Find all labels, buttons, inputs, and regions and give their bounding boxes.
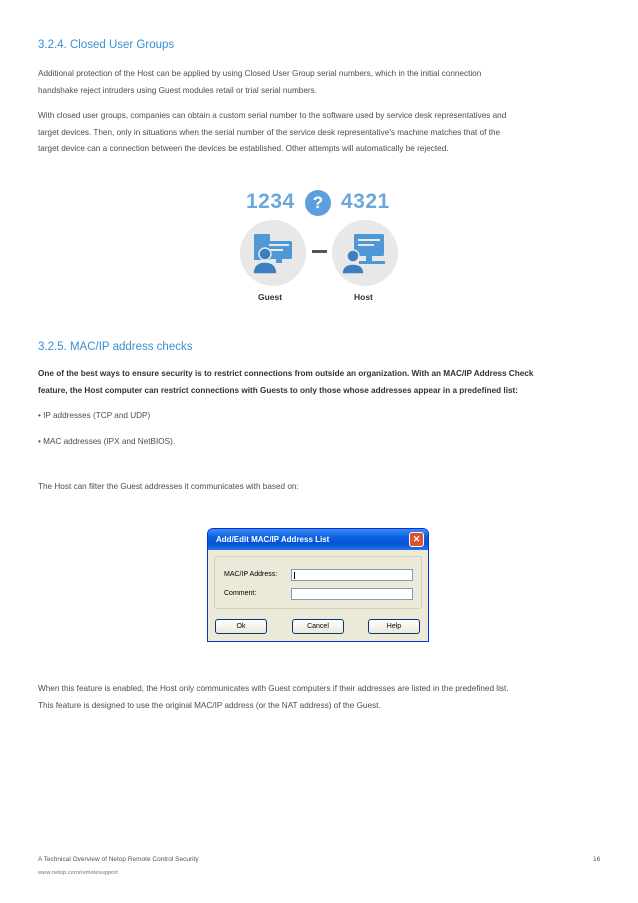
dialog-fields-group bbox=[214, 556, 422, 609]
mac-ip-address-dialog bbox=[207, 528, 429, 642]
text-line: handshake reject intruders using Guest modules retail or trial serial numbers. bbox=[38, 85, 317, 95]
guest-circle bbox=[240, 220, 306, 286]
text-caret bbox=[294, 572, 295, 579]
section-heading-mac-ip-checks: 3.2.5. MAC/IP address checks bbox=[38, 341, 193, 353]
guest-label: Guest bbox=[258, 292, 283, 302]
page-number: 16 bbox=[593, 856, 601, 863]
paragraph-closed-user-groups-1 bbox=[38, 66, 604, 99]
section-heading-closed-user-groups: 3.2.4. Closed User Groups bbox=[38, 39, 175, 51]
footer-document-title: A Technical Overview of Netop Remote Control Security bbox=[38, 856, 199, 863]
footer-url[interactable]: www.netop.com/remotesupport bbox=[38, 870, 118, 876]
paragraph-mac-ip-intro bbox=[38, 366, 604, 399]
paragraph-filter-intro: The Host can filter the Guest addresses it communicates with based on: bbox=[38, 482, 299, 491]
text-line: feature, the Host computer can restrict connections with Guests to only those whose addresses appear in a predefined list: bbox=[38, 385, 518, 395]
host-circle bbox=[332, 220, 398, 286]
text-line: target device can a connection between the devices be established. Other attempts will automatically be rejected. bbox=[38, 144, 449, 153]
paragraph-feature-enabled bbox=[38, 681, 604, 714]
text-line: One of the best ways to ensure security is to restrict connections from outside an organization. With an MAC/IP Address Check bbox=[38, 369, 534, 378]
host-label: Host bbox=[354, 292, 373, 302]
comment-input[interactable] bbox=[291, 588, 413, 600]
bullet-item: • MAC addresses (IPX and NetBIOS). bbox=[38, 437, 176, 446]
mac-ip-address-label: MAC/IP Address: bbox=[224, 571, 278, 578]
host-computer-icon bbox=[332, 220, 398, 286]
text-line: target devices. Then, only in situations when the serial number of the service desk representative’s machine matches that of the bbox=[38, 127, 501, 137]
help-button[interactable]: Help bbox=[368, 619, 420, 634]
comment-label: Comment: bbox=[224, 590, 257, 597]
connection-dash bbox=[312, 250, 327, 253]
text-line: With closed user groups, companies can obtain a custom serial number to the software used by service desk representatives and bbox=[38, 111, 507, 120]
paragraph-closed-user-groups-2 bbox=[38, 108, 604, 158]
guest-user-icon bbox=[240, 220, 306, 286]
ok-button[interactable]: Ok bbox=[215, 619, 267, 634]
dialog-title: Add/Edit MAC/IP Address List bbox=[216, 535, 330, 544]
cancel-button[interactable]: Cancel bbox=[292, 619, 344, 634]
mac-ip-address-input[interactable] bbox=[291, 569, 413, 581]
question-mark-badge: ? bbox=[305, 190, 331, 216]
host-serial-number: 4321 bbox=[341, 190, 390, 213]
guest-serial-number: 1234 bbox=[246, 190, 295, 213]
dialog-titlebar bbox=[208, 529, 428, 550]
text-line: This feature is designed to use the original MAC/IP address (or the NAT address) of the Guest. bbox=[38, 700, 381, 710]
text-line: When this feature is enabled, the Host only communicates with Guest computers if their addresses are listed in the predefined list. bbox=[38, 684, 509, 693]
close-icon[interactable]: ✕ bbox=[409, 532, 424, 547]
text-line: Additional protection of the Host can be applied by using Closed User Group serial numbers, which in the initial connection bbox=[38, 69, 482, 78]
bullet-item: • IP addresses (TCP and UDP) bbox=[38, 411, 151, 420]
